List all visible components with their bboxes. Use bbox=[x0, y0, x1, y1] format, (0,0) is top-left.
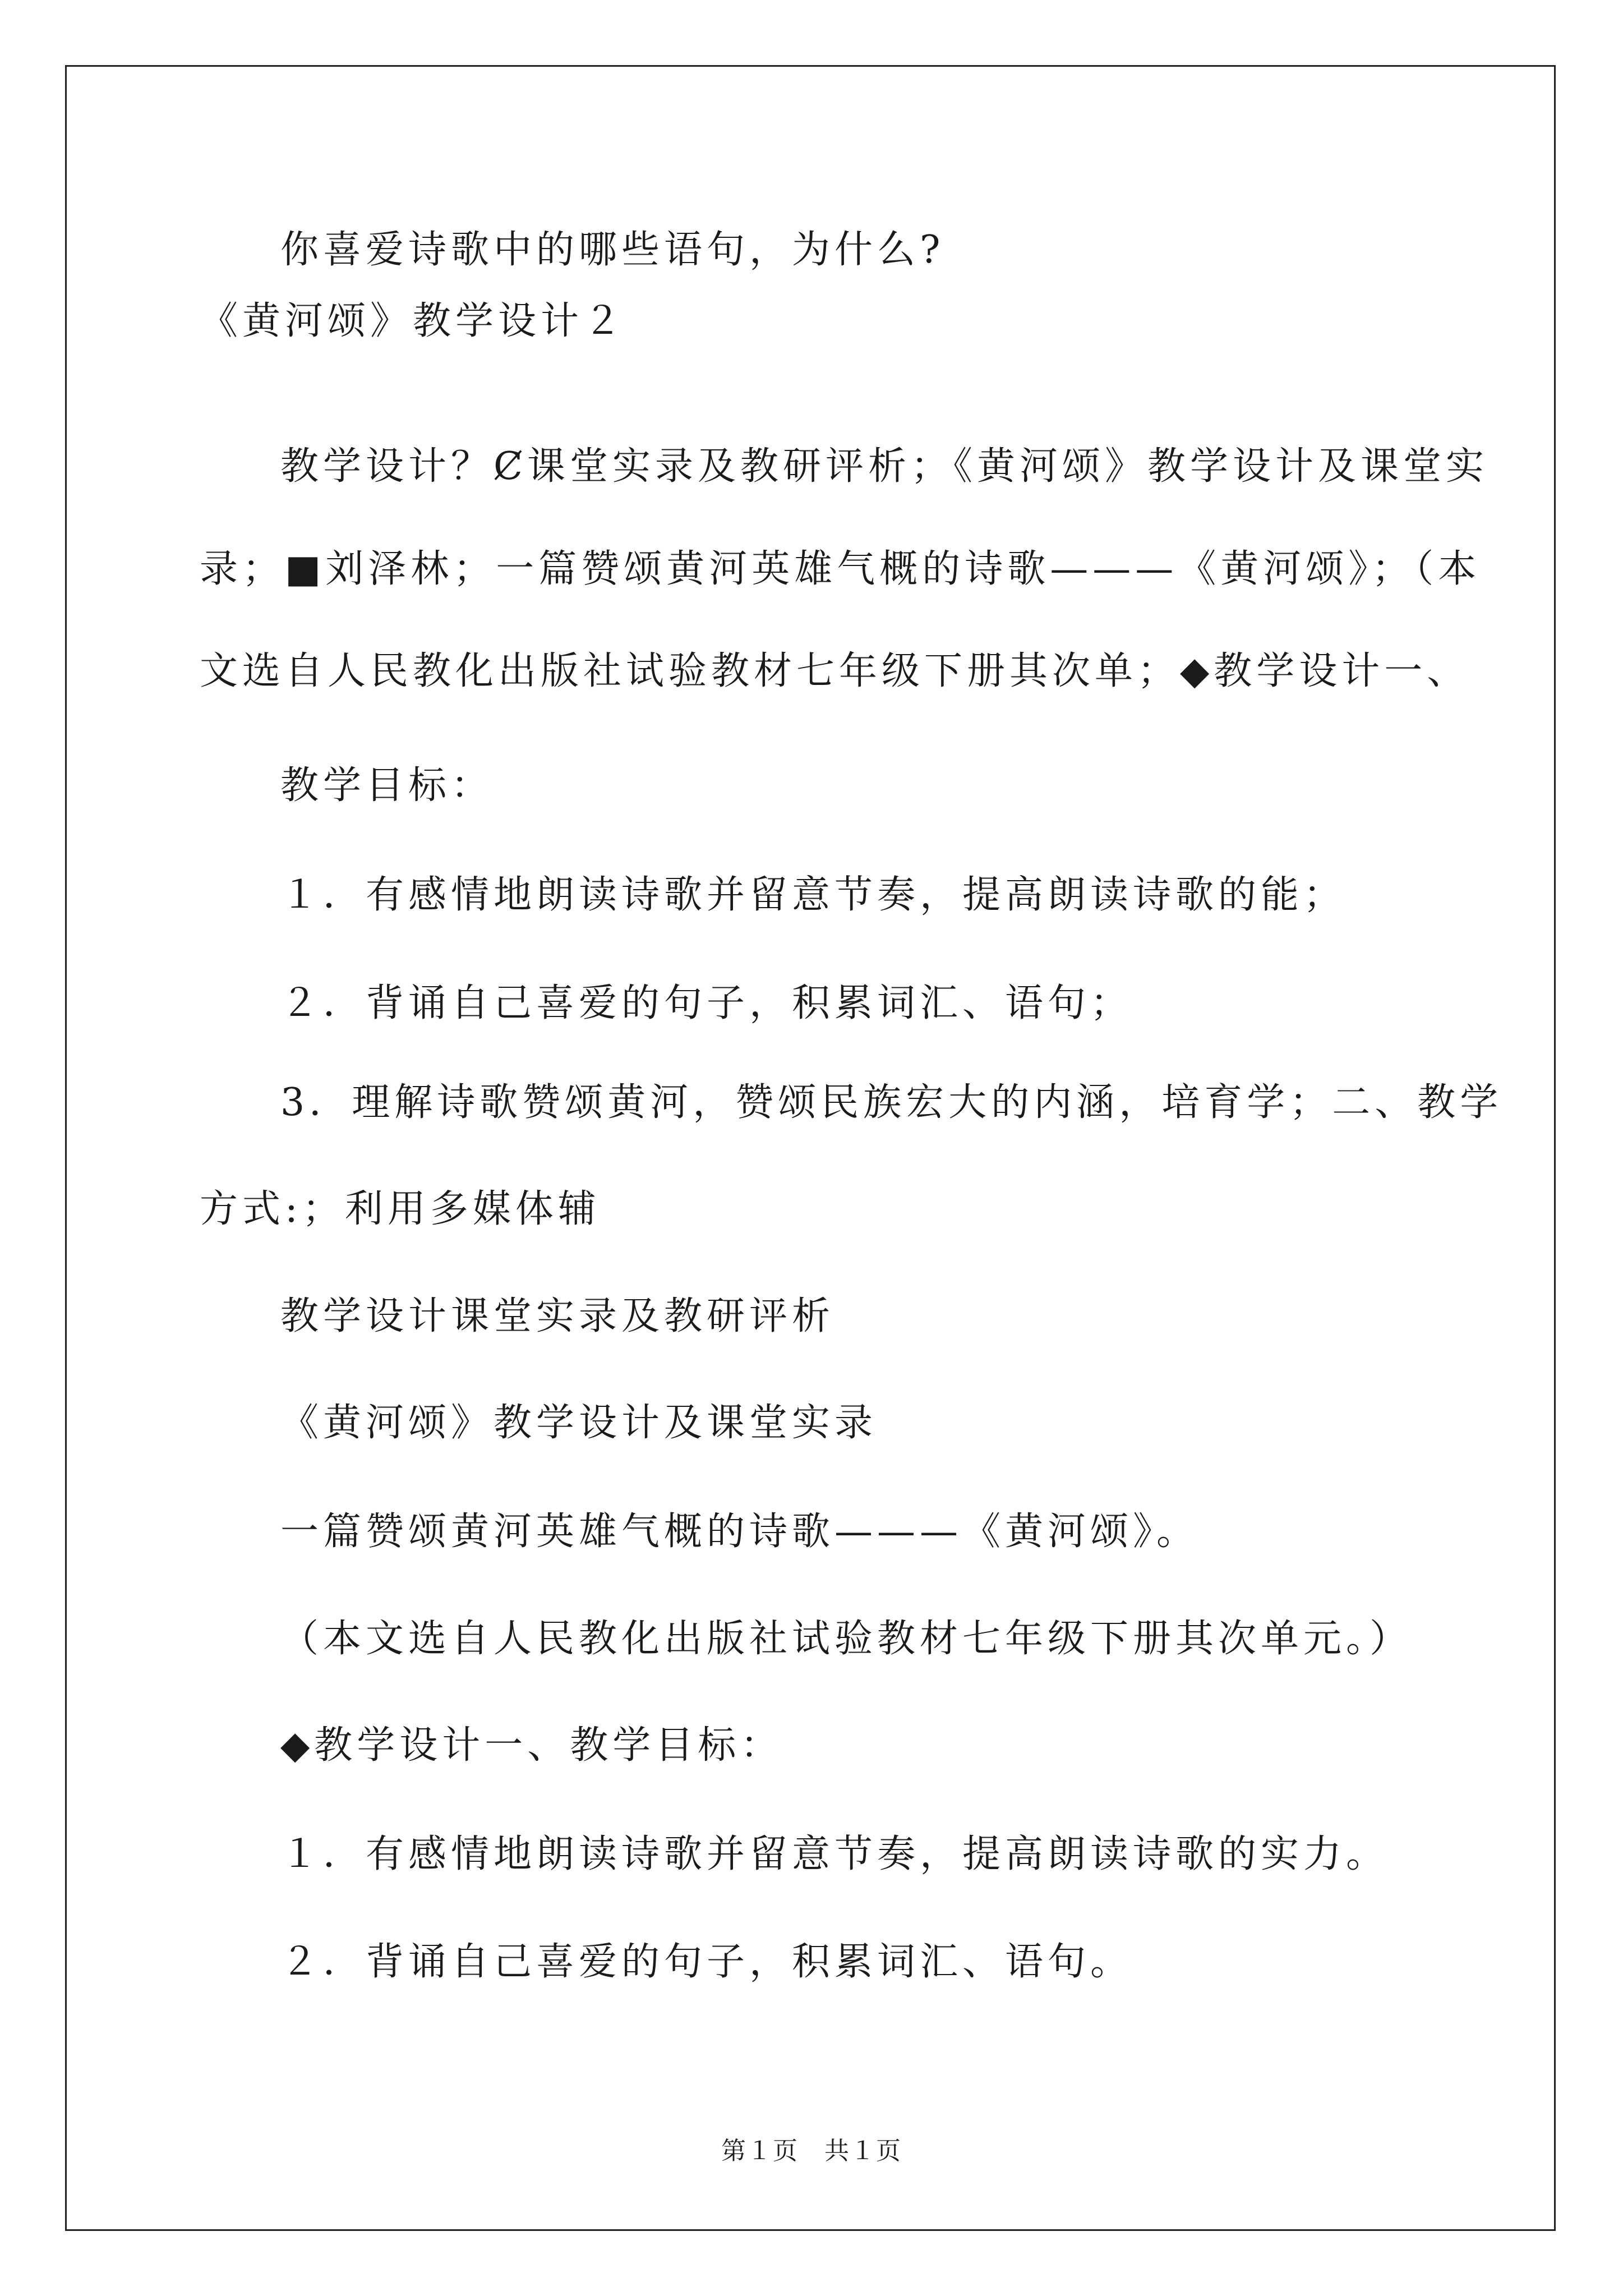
page-number-footer: 第１页 共１页 bbox=[721, 2137, 902, 2165]
paragraph-line: 方式:；利用多媒体辅 bbox=[200, 1187, 601, 1231]
paragraph-line: 录；■刘泽林；一篇赞颂黄河英雄气概的诗歌———《黄河颂》；（本 bbox=[200, 547, 1481, 591]
paragraph-line: （本文选自人民教化出版社试验教材七年级下册其次单元。） bbox=[280, 1617, 1413, 1661]
paragraph-line: ◆教学设计一、教学目标： bbox=[280, 1723, 783, 1768]
list-item: １．有感情地朗读诗歌并留意节奏，提高朗读诗歌的实力。 bbox=[280, 1832, 1389, 1876]
paragraph-line: 教学目标： bbox=[280, 763, 494, 808]
list-item: １．有感情地朗读诗歌并留意节奏，提高朗读诗歌的能； bbox=[280, 873, 1347, 917]
section-title: 《黄河颂》教学设计２ bbox=[200, 299, 626, 343]
paragraph-line: 《黄河颂》教学设计及课堂实录 bbox=[280, 1401, 878, 1445]
paragraph-line: 教学设计课堂实录及教研评析 bbox=[280, 1294, 835, 1338]
list-item: ２．背诵自己喜爱的句子，积累词汇、语句。 bbox=[280, 1940, 1133, 1984]
paragraph-line: 一篇赞颂黄河英雄气概的诗歌———《黄河颂》。 bbox=[280, 1510, 1200, 1554]
page-border bbox=[65, 65, 1556, 2231]
list-item: 3．理解诗歌赞颂黄河，赞颂民族宏大的内涵，培育学；二、教学 bbox=[280, 1080, 1503, 1125]
paragraph-line: 文选自人民教化出版社试验教材七年级下册其次单；◆教学设计一、 bbox=[200, 649, 1470, 693]
paragraph-line: 你喜爱诗歌中的哪些语句，为什么? bbox=[280, 228, 945, 272]
list-item: ２．背诵自己喜爱的句子，积累词汇、语句； bbox=[280, 981, 1133, 1025]
paragraph-line: 教学设计？Ȼ课堂实录及教研评析；《黄河颂》教学设计及课堂实 bbox=[280, 444, 1489, 489]
